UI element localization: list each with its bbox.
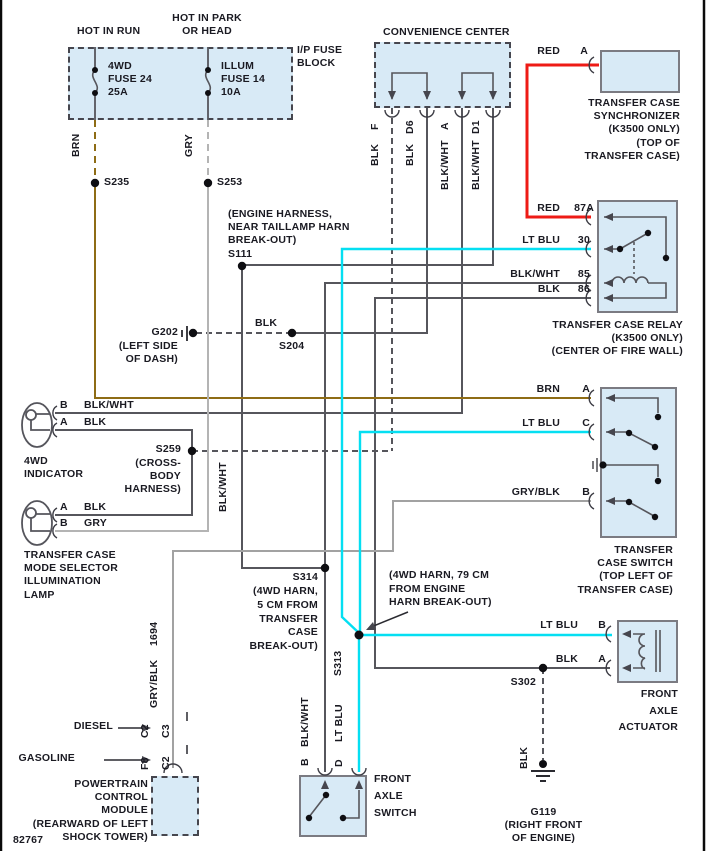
tcsw-row-a-wire: BRN bbox=[536, 383, 560, 395]
fas-pin-d: D bbox=[333, 759, 345, 767]
doc-number: 82767 bbox=[13, 834, 44, 846]
pcm-pin-c2-left: C2 bbox=[139, 724, 151, 738]
lamp-wire-b: GRY bbox=[84, 517, 107, 529]
s302-label: S302 bbox=[510, 676, 536, 688]
cc-pin-d1: D1 bbox=[470, 120, 482, 134]
s204-label: S204 bbox=[279, 340, 305, 352]
sync-wire-label: RED bbox=[537, 45, 560, 57]
gryblk-wire-label: GRY/BLK bbox=[148, 659, 160, 708]
tcsw-row-c-pin: C bbox=[582, 417, 590, 429]
brn-wire-label: BRN bbox=[70, 133, 82, 157]
pcm-pin-c2-right: C2 bbox=[160, 756, 172, 770]
lamp-bulb bbox=[22, 501, 52, 545]
ip-fuse-block-label: I/P FUSE BLOCK bbox=[297, 44, 343, 69]
fas-caption: FRONT AXLE SWITCH bbox=[374, 773, 417, 819]
pcm-caption: POWERTRAIN CONTROL MODULE (REARWARD OF LEFT SHOCK TOWER) bbox=[32, 778, 148, 843]
actuator-row-b-pin: B bbox=[598, 619, 606, 631]
s313-callout-arrow bbox=[371, 612, 408, 627]
circuit-1694-label: 1694 bbox=[148, 621, 160, 646]
s314-label: S314 bbox=[292, 571, 318, 583]
lamp-wire-a: BLK bbox=[84, 501, 107, 513]
cc-pin-d6: D6 bbox=[404, 120, 416, 134]
relay-row-30-pin: 30 bbox=[577, 234, 590, 246]
relay-row-30-wire: LT BLU bbox=[522, 234, 560, 246]
relay-internals bbox=[604, 217, 666, 298]
s302-ground-wire-label: BLK bbox=[518, 746, 530, 769]
indicator-pin-a: A bbox=[60, 416, 68, 428]
g119-caption: G119 (RIGHT FRONT OF ENGINE) bbox=[504, 806, 583, 845]
s259-note: (CROSS- BODY HARNESS) bbox=[124, 457, 181, 496]
indicator-pin-b: B bbox=[60, 399, 68, 411]
gry-wire-label: GRY bbox=[183, 134, 195, 157]
synchronizer-caption: TRANSFER CASE SYNCHRONIZER (K3500 ONLY) (TOP OF TRANSFER CASE) bbox=[584, 97, 680, 162]
s313-note: (4WD HARN, 79 CM FROM ENGINE HARN BREAK-OUT) bbox=[389, 569, 492, 608]
blkwht-mid-wire-label: BLK/WHT bbox=[217, 462, 229, 512]
lamp-pin-a: A bbox=[60, 501, 68, 513]
relay-row-86-pin: 86 bbox=[577, 283, 590, 295]
tc-switch-caption: TRANSFER CASE SWITCH (TOP LEFT OF TRANSFER CASE) bbox=[577, 544, 673, 596]
g202-label: G202 bbox=[151, 326, 178, 338]
pcm-pin-c3: C3 bbox=[160, 724, 172, 738]
convenience-center-title: CONVENIENCE CENTER bbox=[383, 26, 510, 38]
relay-row-87a-pin: 87A bbox=[574, 202, 594, 214]
g202-ground-icon bbox=[182, 326, 187, 341]
fuse-14-label: ILLUM FUSE 14 10A bbox=[221, 60, 265, 98]
relay-caption: TRANSFER CASE RELAY (K3500 ONLY) (CENTER OF FIRE WALL) bbox=[551, 319, 683, 358]
s259-label: S259 bbox=[155, 443, 181, 455]
relay-row-86-wire: BLK bbox=[537, 283, 560, 295]
s253-label: S253 bbox=[217, 176, 243, 188]
fas-wire-d: LT BLU bbox=[333, 704, 345, 742]
s111-note: (ENGINE HARNESS, NEAR TAILLAMP HARN BREAK-OUT) S111 bbox=[228, 208, 350, 260]
front-axle-switch-internals bbox=[309, 790, 359, 818]
hot-in-run-label: HOT IN RUN bbox=[77, 25, 141, 37]
actuator-caption: FRONT AXLE ACTUATOR bbox=[618, 688, 678, 733]
s204-wire-label: BLK bbox=[255, 317, 278, 329]
cc-wire-f: BLK bbox=[369, 143, 381, 166]
lamp-caption: TRANSFER CASE MODE SELECTOR ILLUMINATION LAMP bbox=[24, 549, 118, 601]
fuse-24-label: 4WD FUSE 24 25A bbox=[108, 60, 152, 98]
g119-ground-icon bbox=[531, 771, 555, 781]
s313-label: S313 bbox=[332, 650, 344, 676]
fas-wire-b: BLK/WHT bbox=[299, 697, 311, 747]
tcsw-row-a-pin: A bbox=[582, 383, 590, 395]
fas-pin-b: B bbox=[299, 758, 311, 766]
diesel-label: DIESEL bbox=[73, 720, 113, 732]
tcsw-row-b-wire: GRY/BLK bbox=[511, 486, 560, 498]
actuator-row-b-wire: LT BLU bbox=[540, 619, 578, 631]
convenience-center-jumpers bbox=[392, 73, 493, 99]
lamp-pin-b: B bbox=[60, 517, 68, 529]
relay-row-85-pin: 85 bbox=[577, 268, 590, 280]
hot-in-park-label: HOT IN PARK OR HEAD bbox=[172, 12, 242, 37]
sync-pin-label: A bbox=[580, 45, 588, 57]
g202-note: (LEFT SIDE OF DASH) bbox=[118, 340, 178, 366]
actuator-row-a-pin: A bbox=[598, 653, 606, 665]
wire-blkwht-d1-s111-s314 bbox=[242, 108, 493, 568]
cc-wire-d6: BLK bbox=[404, 143, 416, 166]
indicator-wire-a: BLK bbox=[84, 416, 107, 428]
pcm-pin-f8: F8 bbox=[139, 757, 151, 770]
gasoline-label: GASOLINE bbox=[18, 752, 75, 764]
tc-switch-internals bbox=[593, 398, 658, 516]
cc-pin-a: A bbox=[439, 122, 451, 130]
tcsw-row-b-pin: B bbox=[582, 486, 590, 498]
relay-row-85-wire: BLK/WHT bbox=[510, 268, 560, 280]
tcsw-row-c-wire: LT BLU bbox=[522, 417, 560, 429]
diesel-gasoline-arrows bbox=[104, 728, 143, 760]
cc-pin-f: F bbox=[369, 123, 381, 130]
cc-wire-d1: BLK/WHT bbox=[470, 140, 482, 190]
relay-row-87a-wire: RED bbox=[537, 202, 560, 214]
indicator-bulb bbox=[22, 403, 52, 447]
indicator-caption: 4WD INDICATOR bbox=[24, 455, 84, 481]
s235-label: S235 bbox=[104, 176, 130, 188]
cc-wire-a: BLK/WHT bbox=[439, 140, 451, 190]
actuator-coil bbox=[633, 630, 660, 672]
s314-note: (4WD HARN, 5 CM FROM TRANSFER CASE BREAK-OUT) bbox=[249, 585, 318, 653]
indicator-wire-b: BLK/WHT bbox=[84, 399, 134, 411]
actuator-row-a-wire: BLK bbox=[555, 653, 578, 665]
